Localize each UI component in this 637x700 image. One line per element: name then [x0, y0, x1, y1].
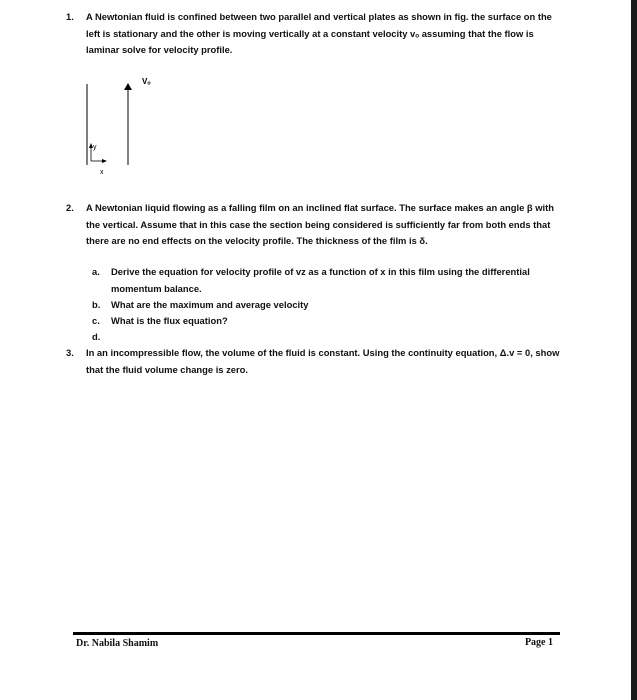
footer-divider	[73, 632, 560, 635]
footer-author: Dr. Nabila Shamim	[76, 638, 159, 649]
parallel-plates-figure	[78, 70, 158, 180]
item-a-label: a.	[92, 266, 100, 277]
x-arrow-icon	[102, 159, 107, 163]
velocity-arrow-icon	[124, 83, 132, 90]
question-3-number: 3.	[66, 347, 74, 358]
question-2	[66, 200, 562, 250]
question-2-item-c	[92, 313, 541, 330]
page-edge	[631, 0, 637, 700]
item-b-text: What are the maximum and average velocity	[111, 299, 309, 310]
question-2-item-b	[92, 297, 541, 314]
question-1	[66, 9, 562, 59]
question-2-item-a	[92, 264, 541, 297]
question-3	[66, 345, 562, 378]
footer-page-number: Page 1	[524, 637, 553, 648]
velocity-label: Vₒ	[142, 77, 151, 86]
item-b-label: b.	[92, 299, 101, 310]
question-1-number: 1.	[66, 11, 74, 22]
y-axis-label: y	[93, 144, 97, 151]
item-c-label: c.	[92, 315, 100, 326]
item-a-text: Derive the equation for velocity profile of vz as a function of x in this film using the differential momentum balance.	[111, 266, 530, 294]
item-c-text: What is the flux equation?	[111, 315, 228, 326]
x-axis-label: x	[100, 169, 104, 176]
item-d-label: d.	[92, 331, 101, 342]
question-2-number: 2.	[66, 202, 74, 213]
question-1-text: A Newtonian fluid is confined between two parallel and vertical plates as shown in fig. the surface on the left is stationary and the other is moving vertically at a constant velocity vₒ assuming that the flow is laminar solve for velocity profile.	[86, 11, 552, 55]
question-3-text: In an incompressible flow, the volume of the fluid is constant. Using the continuity equation, Δ.v = 0, show that the fluid volume change is zero.	[86, 347, 560, 375]
question-2-text: A Newtonian liquid flowing as a falling film on an inclined flat surface. The surface makes an angle β with the vertical. Assume that in this case the section being considered is sufficiently far from both ends that there are no end effects on the velocity profile. The thickness of the film is δ.	[86, 202, 554, 246]
